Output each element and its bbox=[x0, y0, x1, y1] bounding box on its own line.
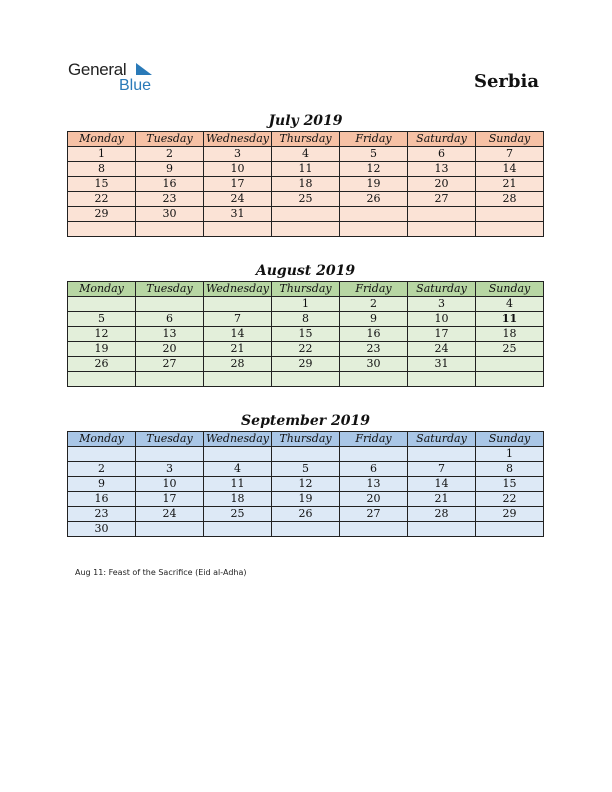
day-cell: 11 bbox=[272, 162, 340, 177]
day-cell bbox=[408, 447, 476, 462]
day-cell bbox=[272, 522, 340, 537]
day-cell: 12 bbox=[340, 162, 408, 177]
day-cell: 31 bbox=[204, 207, 272, 222]
day-cell bbox=[136, 222, 204, 237]
day-cell: 7 bbox=[476, 147, 544, 162]
day-cell: 2 bbox=[340, 297, 408, 312]
day-cell bbox=[136, 372, 204, 387]
day-cell bbox=[272, 207, 340, 222]
weekday-header-row bbox=[68, 432, 544, 447]
day-cell bbox=[408, 522, 476, 537]
month-title: July 2019 bbox=[268, 113, 343, 129]
week-row bbox=[68, 342, 544, 357]
weekday-header: Sunday bbox=[476, 432, 544, 447]
day-cell bbox=[408, 222, 476, 237]
day-cell: 23 bbox=[136, 192, 204, 207]
day-cell bbox=[408, 372, 476, 387]
day-cell: 19 bbox=[340, 177, 408, 192]
weekday-header: Friday bbox=[340, 132, 408, 147]
logo-text-blue: Blue bbox=[119, 77, 152, 94]
weekday-header: Saturday bbox=[408, 132, 476, 147]
day-cell: 20 bbox=[408, 177, 476, 192]
day-cell bbox=[204, 222, 272, 237]
day-cell: 14 bbox=[204, 327, 272, 342]
day-cell: 23 bbox=[340, 342, 408, 357]
day-cell: 15 bbox=[68, 177, 136, 192]
weekday-header: Sunday bbox=[476, 282, 544, 297]
day-cell: 14 bbox=[476, 162, 544, 177]
holiday-notes bbox=[75, 568, 247, 577]
day-cell: 17 bbox=[204, 177, 272, 192]
weekday-header: Thursday bbox=[272, 432, 340, 447]
day-cell bbox=[340, 447, 408, 462]
day-cell: 9 bbox=[68, 477, 136, 492]
day-cell bbox=[340, 207, 408, 222]
week-row bbox=[68, 297, 544, 312]
calendar-table bbox=[67, 431, 544, 537]
day-cell bbox=[68, 222, 136, 237]
week-row bbox=[68, 192, 544, 207]
day-cell: 26 bbox=[68, 357, 136, 372]
weekday-header: Tuesday bbox=[136, 432, 204, 447]
day-cell bbox=[476, 372, 544, 387]
day-cell: 16 bbox=[68, 492, 136, 507]
day-cell: 5 bbox=[340, 147, 408, 162]
day-cell: 6 bbox=[408, 147, 476, 162]
weekday-header: Friday bbox=[340, 432, 408, 447]
day-cell: 13 bbox=[136, 327, 204, 342]
logo-flag-icon bbox=[134, 63, 154, 77]
week-row bbox=[68, 207, 544, 222]
day-cell bbox=[476, 222, 544, 237]
day-cell bbox=[272, 222, 340, 237]
day-cell: 17 bbox=[408, 327, 476, 342]
weekday-header: Monday bbox=[68, 132, 136, 147]
week-row bbox=[68, 462, 544, 477]
day-cell: 1 bbox=[68, 147, 136, 162]
day-cell bbox=[340, 522, 408, 537]
week-row bbox=[68, 522, 544, 537]
day-cell: 9 bbox=[136, 162, 204, 177]
day-cell: 29 bbox=[272, 357, 340, 372]
holiday-note: Aug 11: Feast of the Sacrifice (Eid al-Adha) bbox=[75, 568, 247, 577]
day-cell: 3 bbox=[408, 297, 476, 312]
day-cell: 30 bbox=[68, 522, 136, 537]
day-cell: 25 bbox=[204, 507, 272, 522]
day-cell: 13 bbox=[340, 477, 408, 492]
calendar-table bbox=[67, 131, 544, 237]
day-cell: 29 bbox=[476, 507, 544, 522]
day-cell: 3 bbox=[204, 147, 272, 162]
week-row bbox=[68, 477, 544, 492]
day-cell: 18 bbox=[476, 327, 544, 342]
day-cell: 22 bbox=[476, 492, 544, 507]
weekday-header: Tuesday bbox=[136, 132, 204, 147]
day-cell: 8 bbox=[476, 462, 544, 477]
day-cell: 28 bbox=[476, 192, 544, 207]
day-cell: 12 bbox=[272, 477, 340, 492]
day-cell: 3 bbox=[136, 462, 204, 477]
day-cell: 27 bbox=[136, 357, 204, 372]
week-row bbox=[68, 147, 544, 162]
day-cell: 22 bbox=[272, 342, 340, 357]
weekday-header: Wednesday bbox=[204, 282, 272, 297]
day-cell bbox=[340, 222, 408, 237]
day-cell bbox=[272, 372, 340, 387]
weekday-header: Saturday bbox=[408, 432, 476, 447]
day-cell: 24 bbox=[204, 192, 272, 207]
day-cell: 1 bbox=[476, 447, 544, 462]
day-cell: 30 bbox=[136, 207, 204, 222]
day-cell: 26 bbox=[272, 507, 340, 522]
brand-logo bbox=[68, 60, 168, 96]
day-cell: 17 bbox=[136, 492, 204, 507]
weekday-header: Monday bbox=[68, 432, 136, 447]
day-cell bbox=[68, 297, 136, 312]
month-title: August 2019 bbox=[255, 263, 356, 279]
day-cell: 27 bbox=[340, 507, 408, 522]
day-cell: 10 bbox=[408, 312, 476, 327]
week-row bbox=[68, 447, 544, 462]
day-cell: 6 bbox=[136, 312, 204, 327]
month-august bbox=[67, 261, 544, 387]
weekday-header: Monday bbox=[68, 282, 136, 297]
day-cell: 15 bbox=[272, 327, 340, 342]
day-cell bbox=[340, 372, 408, 387]
day-cell: 30 bbox=[340, 357, 408, 372]
day-cell: 2 bbox=[136, 147, 204, 162]
day-cell bbox=[68, 372, 136, 387]
day-cell: 12 bbox=[68, 327, 136, 342]
day-cell: 13 bbox=[408, 162, 476, 177]
day-cell: 4 bbox=[476, 297, 544, 312]
day-cell: 20 bbox=[340, 492, 408, 507]
day-cell bbox=[476, 207, 544, 222]
week-row bbox=[68, 507, 544, 522]
day-cell: 10 bbox=[136, 477, 204, 492]
day-cell: 22 bbox=[68, 192, 136, 207]
day-cell bbox=[204, 522, 272, 537]
week-row bbox=[68, 357, 544, 372]
week-row bbox=[68, 327, 544, 342]
day-cell: 21 bbox=[408, 492, 476, 507]
week-row bbox=[68, 372, 544, 387]
day-cell bbox=[68, 447, 136, 462]
day-cell: 18 bbox=[272, 177, 340, 192]
weekday-header: Wednesday bbox=[204, 132, 272, 147]
day-cell: 11 bbox=[204, 477, 272, 492]
day-cell bbox=[136, 447, 204, 462]
day-cell: 16 bbox=[136, 177, 204, 192]
day-cell: 27 bbox=[408, 192, 476, 207]
day-cell: 31 bbox=[408, 357, 476, 372]
day-cell: 1 bbox=[272, 297, 340, 312]
weekday-header: Tuesday bbox=[136, 282, 204, 297]
day-cell: 24 bbox=[136, 507, 204, 522]
day-cell: 20 bbox=[136, 342, 204, 357]
weekday-header: Thursday bbox=[272, 132, 340, 147]
logo-text-general: General bbox=[68, 60, 127, 79]
day-cell: 26 bbox=[340, 192, 408, 207]
weekday-header: Sunday bbox=[476, 132, 544, 147]
day-cell: 4 bbox=[272, 147, 340, 162]
day-cell: 11 bbox=[476, 312, 544, 327]
day-cell: 9 bbox=[340, 312, 408, 327]
day-cell: 8 bbox=[272, 312, 340, 327]
country-title: Serbia bbox=[473, 71, 539, 92]
week-row bbox=[68, 492, 544, 507]
day-cell: 10 bbox=[204, 162, 272, 177]
day-cell: 7 bbox=[408, 462, 476, 477]
day-cell: 14 bbox=[408, 477, 476, 492]
week-row bbox=[68, 162, 544, 177]
month-july bbox=[67, 111, 544, 237]
day-cell bbox=[408, 207, 476, 222]
day-cell: 4 bbox=[204, 462, 272, 477]
week-row bbox=[68, 312, 544, 327]
day-cell bbox=[476, 522, 544, 537]
week-row bbox=[68, 222, 544, 237]
calendar-table bbox=[67, 281, 544, 387]
day-cell bbox=[204, 447, 272, 462]
day-cell: 5 bbox=[68, 312, 136, 327]
day-cell: 23 bbox=[68, 507, 136, 522]
day-cell: 15 bbox=[476, 477, 544, 492]
day-cell: 28 bbox=[204, 357, 272, 372]
day-cell: 5 bbox=[272, 462, 340, 477]
weekday-header: Thursday bbox=[272, 282, 340, 297]
day-cell bbox=[204, 372, 272, 387]
day-cell bbox=[136, 297, 204, 312]
weekday-header-row bbox=[68, 282, 544, 297]
weekday-header: Saturday bbox=[408, 282, 476, 297]
day-cell: 19 bbox=[272, 492, 340, 507]
day-cell: 19 bbox=[68, 342, 136, 357]
day-cell: 8 bbox=[68, 162, 136, 177]
month-september bbox=[67, 411, 544, 537]
day-cell bbox=[476, 357, 544, 372]
weekday-header: Friday bbox=[340, 282, 408, 297]
day-cell: 21 bbox=[476, 177, 544, 192]
day-cell: 25 bbox=[476, 342, 544, 357]
day-cell bbox=[272, 447, 340, 462]
day-cell: 25 bbox=[272, 192, 340, 207]
day-cell: 24 bbox=[408, 342, 476, 357]
day-cell: 28 bbox=[408, 507, 476, 522]
weekday-header: Wednesday bbox=[204, 432, 272, 447]
day-cell: 16 bbox=[340, 327, 408, 342]
day-cell: 2 bbox=[68, 462, 136, 477]
day-cell bbox=[204, 297, 272, 312]
day-cell: 21 bbox=[204, 342, 272, 357]
week-row bbox=[68, 177, 544, 192]
day-cell bbox=[136, 522, 204, 537]
day-cell: 29 bbox=[68, 207, 136, 222]
month-title: September 2019 bbox=[241, 413, 370, 429]
weekday-header-row bbox=[68, 132, 544, 147]
day-cell: 6 bbox=[340, 462, 408, 477]
day-cell: 18 bbox=[204, 492, 272, 507]
day-cell: 7 bbox=[204, 312, 272, 327]
